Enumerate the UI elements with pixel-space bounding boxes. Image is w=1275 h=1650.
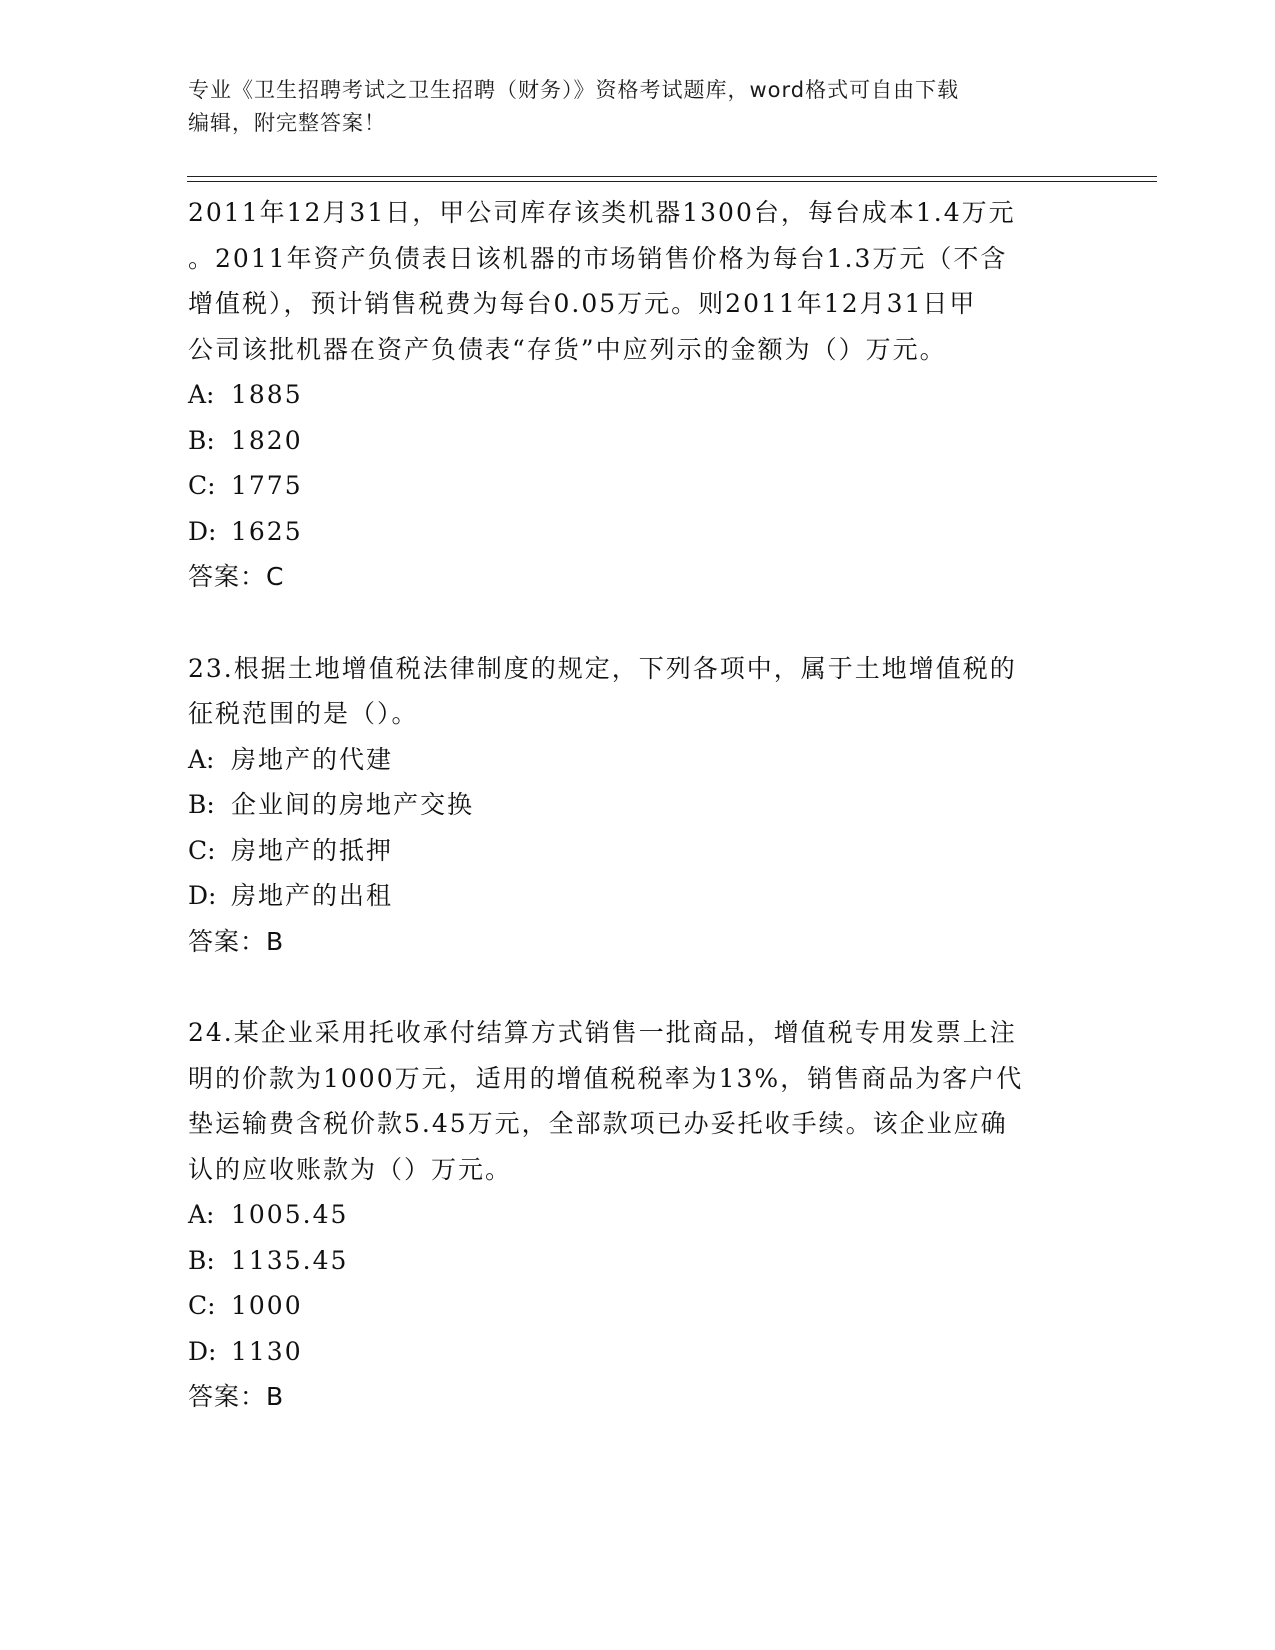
question-stem-line: 公司该批机器在资产负债表“存货”中应列示的金额为（）万元。: [188, 334, 947, 364]
option-label: A:: [188, 744, 215, 774]
option-text: 1885: [231, 380, 303, 409]
question-stem-line: 2011年12月31日，甲公司库存该类机器1300台，每台成本1.4万元: [188, 198, 1016, 227]
option-text: 1005.45: [231, 1200, 349, 1229]
option-label: D:: [188, 1336, 217, 1366]
option-label: C:: [188, 1291, 216, 1320]
option-text: 1820: [231, 425, 303, 455]
option-label: A:: [188, 1200, 215, 1229]
question-22: [188, 190, 1088, 600]
question-24: [188, 1010, 1088, 1420]
header-divider-top: [187, 176, 1157, 177]
option-text: 1130: [231, 1336, 303, 1366]
option-label: C:: [188, 471, 216, 500]
option-c: [188, 463, 1088, 509]
option-d: [188, 509, 1088, 555]
question-list: [188, 190, 1088, 1420]
option-label: D:: [188, 881, 217, 910]
option-label: C:: [188, 835, 216, 865]
answer-line: 答案：C: [188, 562, 285, 591]
option-d: [188, 1329, 1088, 1375]
question-23: [188, 646, 1088, 965]
option-label: B:: [188, 425, 215, 455]
option-text: 房地产的出租: [231, 881, 394, 910]
option-a: [188, 737, 1088, 783]
option-text: 1625: [231, 516, 303, 546]
header-line-2: 编辑，附完整答案！: [188, 111, 386, 135]
question-stem-line: 24.某企业采用托收承付结算方式销售一批商品，增值税专用发票上注: [188, 1018, 1017, 1047]
option-label: A:: [188, 380, 215, 409]
option-text: 1775: [231, 471, 303, 500]
spacer: [188, 964, 1088, 1010]
option-c: [188, 1283, 1088, 1329]
option-text: 企业间的房地产交换: [231, 790, 475, 819]
spacer: [188, 600, 1088, 646]
option-text: 房地产的代建: [231, 744, 394, 774]
question-stem-line: 23.根据土地增值税法律制度的规定，下列各项中，属于土地增值税的: [188, 653, 1017, 683]
option-text: 1135.45: [231, 1245, 349, 1275]
option-b: [188, 418, 1088, 464]
option-b: [188, 782, 1088, 828]
option-a: [188, 372, 1088, 418]
question-stem-line: 。2011年资产负债表日该机器的市场销售价格为每台1.3万元（不含: [188, 243, 1008, 273]
option-label: D:: [188, 516, 217, 546]
answer-line: 答案：B: [188, 926, 285, 956]
question-stem-line: 征税范围的是（）。: [188, 699, 419, 728]
question-stem-line: 垫运输费含税价款5.45万元，全部款项已办妥托收手续。该企业应确: [188, 1109, 1008, 1138]
option-c: [188, 828, 1088, 874]
question-stem-line: 增值税），预计销售税费为每台0.05万元。则2011年12月31日甲: [188, 289, 977, 318]
question-stem-line: 认的应收账款为（）万元。: [188, 1154, 513, 1184]
option-a: [188, 1192, 1088, 1238]
option-text: 1000: [231, 1291, 303, 1320]
option-label: B:: [188, 1245, 215, 1275]
option-b: [188, 1238, 1088, 1284]
answer-line: 答案：B: [188, 1382, 285, 1411]
question-stem-line: 明的价款为1000万元，适用的增值税税率为13%，销售商品为客户代: [188, 1063, 1024, 1093]
header-divider-bottom: [187, 181, 1157, 182]
document-header: [188, 74, 1088, 140]
option-d: [188, 873, 1088, 919]
option-text: 房地产的抵押: [231, 835, 394, 865]
option-label: B:: [188, 790, 215, 819]
header-line-1: 专业《卫生招聘考试之卫生招聘（财务）》资格考试题库，word格式可自由下载: [188, 78, 960, 102]
